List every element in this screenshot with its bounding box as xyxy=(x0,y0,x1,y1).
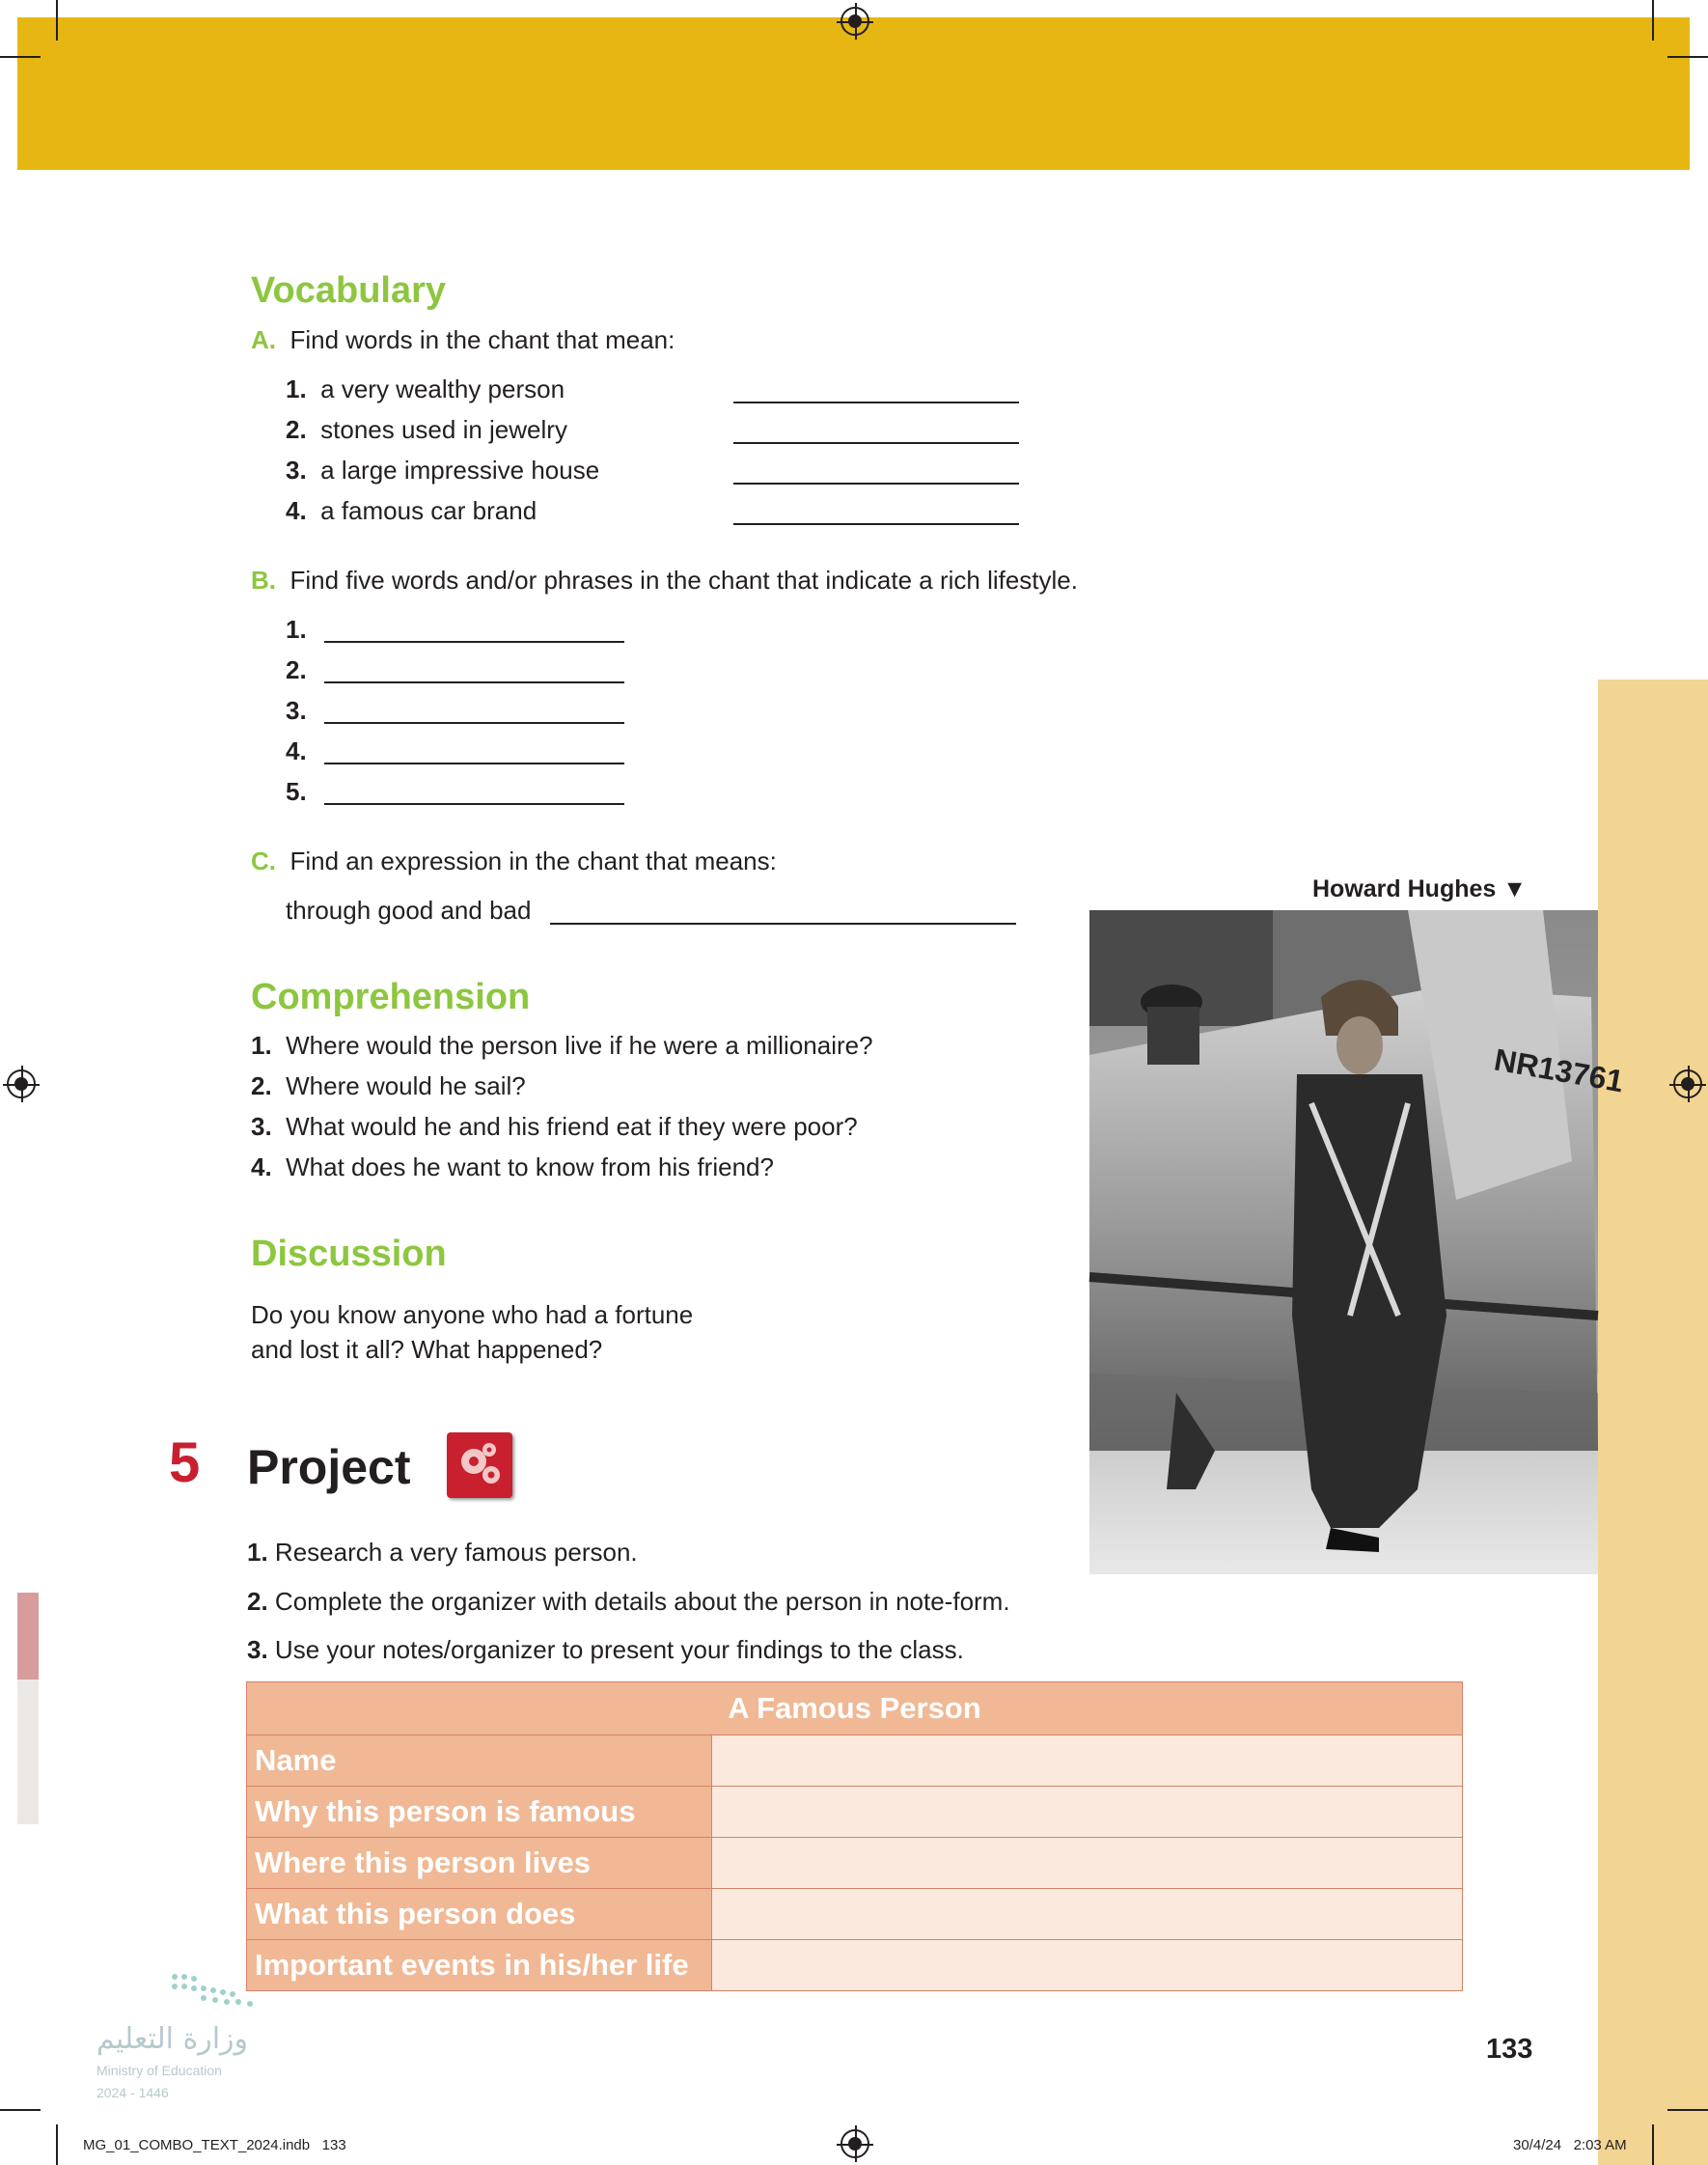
row-value-cell[interactable] xyxy=(712,1940,1463,1991)
watermark-english: Ministry of Education xyxy=(96,2063,222,2078)
slug-page: 133 xyxy=(321,2137,346,2153)
item-number: 3. xyxy=(247,1635,268,1664)
list-item xyxy=(247,1635,964,1665)
table-row xyxy=(247,1889,1463,1940)
slug-time: 2:03 AM xyxy=(1573,2137,1627,2153)
answer-blank[interactable] xyxy=(733,376,1019,403)
list-item xyxy=(251,1031,873,1061)
row-label: Why this person is famous xyxy=(247,1787,712,1838)
item-text: Where would the person live if he were a millionaire? xyxy=(286,1031,873,1060)
list-item xyxy=(251,1112,858,1142)
item-text: a very wealthy person xyxy=(320,375,565,403)
item-number: 2. xyxy=(247,1587,268,1616)
item-number: 1. xyxy=(247,1538,268,1567)
vocab-a-text: Find words in the chant that mean: xyxy=(289,325,675,354)
row-value-cell[interactable] xyxy=(712,1735,1463,1787)
item-text: What does he want to know from his friend? xyxy=(286,1152,774,1181)
item-text: stones used in jewelry xyxy=(320,415,567,444)
list-item-number: 2. xyxy=(286,655,307,684)
item-number: 3. xyxy=(286,456,307,485)
answer-blank[interactable] xyxy=(550,898,1016,925)
row-value-cell[interactable] xyxy=(712,1838,1463,1889)
row-label: Where this person lives xyxy=(247,1838,712,1889)
item-number: 4. xyxy=(286,496,307,525)
answer-blank[interactable] xyxy=(733,498,1019,525)
caption-text: Howard Hughes xyxy=(1312,875,1497,902)
answer-blank[interactable] xyxy=(324,656,624,683)
photo-caption xyxy=(1312,875,1527,903)
item-number: 3. xyxy=(251,1112,272,1141)
gears-icon xyxy=(447,1432,512,1498)
answer-blank[interactable] xyxy=(324,697,624,724)
discussion-text-line2: and lost it all? What happened? xyxy=(251,1335,603,1364)
print-slug-file xyxy=(83,2137,346,2153)
famous-person-organizer xyxy=(246,1681,1463,1991)
table-row xyxy=(247,1735,1463,1787)
list-item-number: 1. xyxy=(286,615,307,644)
answer-blank[interactable] xyxy=(324,737,624,764)
answer-blank[interactable] xyxy=(324,616,624,643)
howard-hughes-photo xyxy=(1089,910,1627,1574)
crop-mark xyxy=(56,0,58,41)
organizer-title: A Famous Person xyxy=(247,1682,1463,1735)
slug-filename: MG_01_COMBO_TEXT_2024.indb xyxy=(83,2137,311,2153)
table-row xyxy=(247,1787,1463,1838)
vocab-b-text: Find five words and/or phrases in the chant that indicate a rich lifestyle. xyxy=(289,566,1078,595)
list-item xyxy=(286,415,567,445)
watermark-arabic: وزارة التعليم xyxy=(96,2022,249,2056)
top-color-band xyxy=(17,17,1690,170)
item-number: 1. xyxy=(251,1031,272,1060)
discussion-heading: Discussion xyxy=(251,1234,447,1274)
vocab-a-prompt xyxy=(251,325,675,355)
row-label: Name xyxy=(247,1735,712,1787)
item-text: a famous car brand xyxy=(320,496,537,525)
list-item xyxy=(286,375,565,404)
print-slug-date xyxy=(1513,2137,1627,2153)
down-triangle-icon: ▼ xyxy=(1502,875,1527,902)
vocab-c-text: Find an expression in the chant that means: xyxy=(289,847,777,875)
list-item xyxy=(286,456,599,486)
crop-mark xyxy=(1667,56,1708,58)
item-number: 2. xyxy=(286,415,307,444)
registration-mark-icon xyxy=(1673,1069,1702,1098)
table-row xyxy=(247,1940,1463,1991)
row-value-cell[interactable] xyxy=(712,1787,1463,1838)
item-text: a large impressive house xyxy=(320,456,600,485)
vocab-a-label: A. xyxy=(251,325,276,354)
crop-mark xyxy=(0,56,41,58)
table-row xyxy=(247,1838,1463,1889)
answer-blank[interactable] xyxy=(733,417,1019,444)
crop-mark xyxy=(1667,2109,1708,2111)
list-item xyxy=(247,1587,1010,1617)
list-item-number: 5. xyxy=(286,777,307,806)
list-item xyxy=(286,496,537,526)
list-item-number: 4. xyxy=(286,736,307,765)
watermark-years: 2024 - 1446 xyxy=(96,2085,169,2100)
list-item xyxy=(251,1071,526,1101)
page-number: 133 xyxy=(1486,2034,1533,2065)
item-number: 4. xyxy=(251,1152,272,1181)
registration-mark-icon xyxy=(840,2129,869,2158)
item-text: Where would he sail? xyxy=(286,1071,526,1100)
crop-mark xyxy=(1652,0,1654,41)
crop-mark xyxy=(56,2124,58,2165)
discussion-text-line1: Do you know anyone who had a fortune xyxy=(251,1300,694,1329)
item-number: 2. xyxy=(251,1071,272,1100)
vocab-b-prompt xyxy=(251,566,1078,596)
crop-mark xyxy=(1652,2124,1654,2165)
row-value-cell[interactable] xyxy=(712,1889,1463,1940)
vocab-c-label: C. xyxy=(251,847,276,875)
row-label: Important events in his/her life xyxy=(247,1940,712,1991)
ministry-logo-icon xyxy=(169,1969,275,2022)
edge-figure-image xyxy=(17,1593,39,1824)
registration-mark-icon xyxy=(7,1069,36,1098)
project-number: 5 xyxy=(169,1431,201,1494)
plane-marking: NR13761 xyxy=(1491,1041,1627,1099)
vocab-c-prompt xyxy=(251,847,777,876)
item-text: Research a very famous person. xyxy=(274,1538,638,1567)
slug-date: 30/4/24 xyxy=(1513,2137,1562,2153)
item-text: Complete the organizer with details about the person in note-form. xyxy=(274,1587,1010,1616)
vocabulary-heading: Vocabulary xyxy=(251,270,447,311)
list-item xyxy=(251,1152,774,1182)
vocab-b-label: B. xyxy=(251,566,276,595)
table-header-row xyxy=(247,1682,1463,1735)
list-item-number: 3. xyxy=(286,696,307,725)
registration-mark-icon xyxy=(840,7,869,36)
answer-blank[interactable] xyxy=(324,778,624,805)
answer-blank[interactable] xyxy=(733,458,1019,485)
project-heading: Project xyxy=(247,1440,411,1494)
vocab-c-phrase: through good and bad xyxy=(286,896,532,925)
item-text: What would he and his friend eat if they were poor? xyxy=(286,1112,858,1141)
list-item xyxy=(247,1538,638,1568)
comprehension-heading: Comprehension xyxy=(251,977,531,1017)
item-text: Use your notes/organizer to present your findings to the class. xyxy=(274,1635,964,1664)
side-color-band xyxy=(1598,680,1708,2165)
row-label: What this person does xyxy=(247,1889,712,1940)
crop-mark xyxy=(0,2109,41,2111)
item-number: 1. xyxy=(286,375,307,403)
